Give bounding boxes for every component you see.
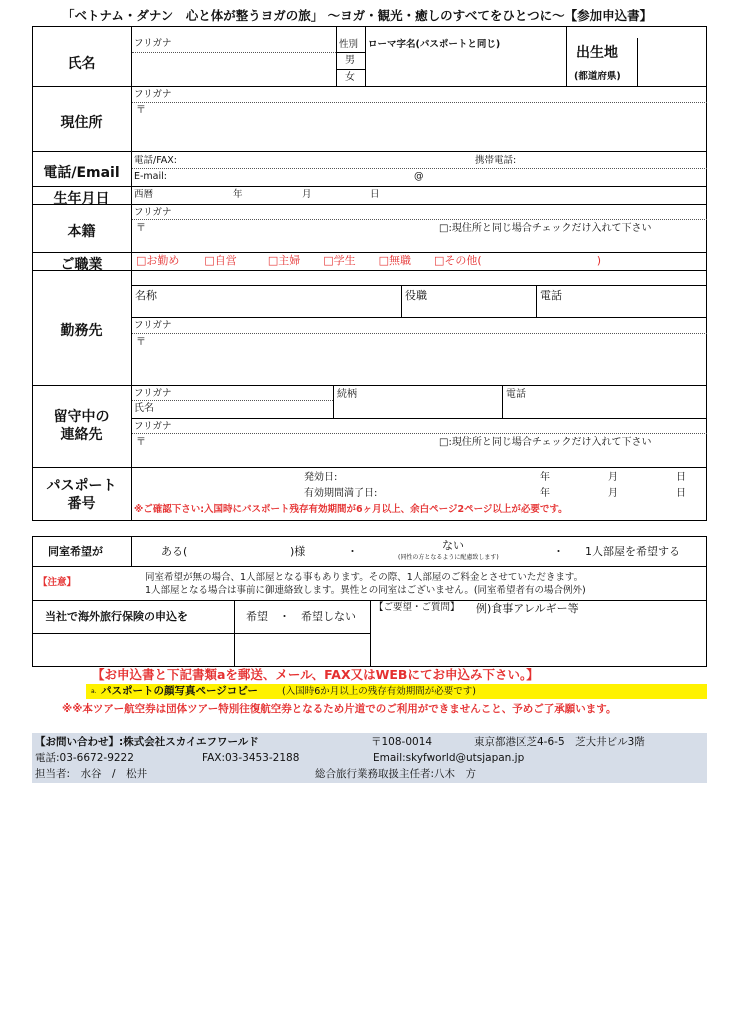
relationship-input[interactable] <box>336 402 500 416</box>
passport-copy-note: (入国時6か月以上の残存有効期間が必要です) <box>282 686 476 697</box>
roman-name-input[interactable] <box>368 54 563 84</box>
gender-label: 性別 <box>339 39 359 50</box>
occupation-homemaker-option[interactable]: □主婦 <box>267 254 301 267</box>
issue-date-label: 発効日: <box>304 472 338 483</box>
postal-code: 〒108-0014 <box>371 736 433 748</box>
honseki-same-checkbox[interactable]: □:現住所と同じ場合チェックだけ入れて下さい <box>439 223 652 234</box>
occupation-unemployed-option[interactable]: □無職 <box>378 254 412 267</box>
occupation-employed-option[interactable]: □お勤め <box>136 254 180 267</box>
gender-male-option[interactable]: 男 <box>345 55 355 66</box>
birth-day-unit: 日 <box>370 189 380 200</box>
request-example: 例)食事アレルギー等 <box>476 602 579 615</box>
issue-year-unit: 年 <box>540 472 550 483</box>
honseki-furigana-label: フリガナ <box>134 207 172 218</box>
mobile-label: 携帯電話: <box>475 155 517 166</box>
attention-line-1: 同室希望が無の場合、1人部屋となる事もあります。その際、1人部屋のご料金とさせていただきます。 <box>145 572 584 583</box>
birthplace-sub-label: (都道府県) <box>574 71 621 82</box>
form-title: 「ベトナム・ダナン 心と体が整うヨガの旅」 ～ヨガ・観光・癒しのすべてをひとつに～【参加申込書】 <box>62 8 653 23</box>
work-tel-input[interactable] <box>539 302 704 315</box>
work-postal-mark: 〒 <box>136 337 146 348</box>
email-label: E-mail: <box>134 171 167 182</box>
address-label: 現住所 <box>60 115 103 131</box>
emergency-name-label: 氏名 <box>134 403 154 414</box>
address-postal-mark: 〒 <box>136 105 146 116</box>
passport-label: パスポート 番号 <box>46 478 117 513</box>
emergency-name-input[interactable] <box>160 402 330 416</box>
expiry-date-label: 有効期間満了日: <box>304 488 378 499</box>
email-at-sign: @ <box>414 171 424 182</box>
honseki-label: 本籍 <box>67 224 96 240</box>
emergency-furigana-label: フリガナ <box>134 388 172 399</box>
submission-headline: 【お申込書と下記書類aを郵送、メール、FAX又はWEBにてお申込み下さい。】 <box>92 667 539 682</box>
birthplace-input[interactable] <box>639 40 705 84</box>
roommate-yes-option[interactable]: ある( <box>161 545 188 558</box>
insurance-choice[interactable]: 希望 ・ 希望しない <box>246 610 356 623</box>
work-tel-label: 電話 <box>540 289 562 302</box>
staff-in-charge: 担当者: 水谷 / 松井 <box>35 768 148 780</box>
company-name-label: 名称 <box>135 289 157 302</box>
roommate-sama: )様 <box>290 545 306 558</box>
company-tel: 電話:03-6672-9222 <box>35 752 134 764</box>
roommate-label: 同室希望が <box>48 545 103 558</box>
emergency-tel-label: 電話 <box>506 389 526 400</box>
address-furigana-label: フリガナ <box>134 89 172 100</box>
emergency-contact-label: 留守中の 連絡先 <box>53 409 110 443</box>
attention-line-2: 1人部屋となる場合は事前に御連絡致します。異性との同室はございません。(同室希望者有の場合例外) <box>145 585 586 596</box>
insurance-label: 当社で海外旅行保険の申込を <box>45 610 188 623</box>
workplace-label: 勤務先 <box>60 323 103 339</box>
name-label: 氏名 <box>67 56 96 72</box>
insurance-choice-area[interactable] <box>237 636 367 664</box>
roommate-no-option[interactable]: ない <box>442 539 464 552</box>
expiry-year-unit: 年 <box>540 488 550 499</box>
address-input[interactable] <box>150 104 700 148</box>
roommate-separator-2: ・ <box>553 545 564 558</box>
birthdate-input[interactable] <box>160 188 400 202</box>
occupation-selfemployed-option[interactable]: □自営 <box>204 254 237 267</box>
email-input[interactable] <box>180 170 700 184</box>
occupation-other-option[interactable]: □その他( <box>434 254 482 267</box>
expiry-day-unit: 日 <box>676 488 686 499</box>
tel-fax-input[interactable] <box>200 154 470 167</box>
roommate-name-input[interactable] <box>198 542 286 558</box>
birthdate-label: 生年月日 <box>53 191 110 207</box>
occupation-label: ご職業 <box>60 257 103 273</box>
emergency-tel-input[interactable] <box>505 402 703 416</box>
position-input[interactable] <box>404 302 534 315</box>
honseki-postal-mark: 〒 <box>136 223 146 234</box>
roommate-separator-1: ・ <box>347 545 358 558</box>
name-furigana-label: フリガナ <box>134 38 172 49</box>
position-label: 役職 <box>405 289 427 302</box>
document-item-marker: a. <box>91 688 97 695</box>
birth-year-unit: 年 <box>233 189 243 200</box>
occupation-options <box>136 255 601 266</box>
expiry-month-unit: 月 <box>608 488 618 499</box>
work-furigana-label: フリガナ <box>134 320 172 331</box>
request-label: 【ご要望・ご質問】 <box>374 602 460 613</box>
company-email[interactable]: Email:skyfworld@utsjapan.jp <box>373 752 525 764</box>
insurance-remarks-area[interactable] <box>35 636 231 664</box>
name-input[interactable] <box>134 54 334 84</box>
emergency-postal-mark: 〒 <box>136 437 146 448</box>
phone-email-label: 電話/Email <box>43 165 120 181</box>
roommate-no-note: (同性の方となるように配慮致します) <box>398 554 499 561</box>
airfare-warning: ※※本ツアー航空券は団体ツアー特別往復航空券となるため片道でのご利用ができませんこと、予めご了承願います。 <box>62 703 617 715</box>
issue-day-unit: 日 <box>676 472 686 483</box>
travel-manager: 総合旅行業務取扱主任者:八木 方 <box>315 768 477 780</box>
passport-number-input[interactable] <box>134 470 294 500</box>
occupation-student-option[interactable]: □学生 <box>323 254 356 267</box>
birthdate-era: 西暦 <box>134 189 154 200</box>
request-input[interactable] <box>374 618 704 664</box>
occupation-other-close: ) <box>596 254 602 267</box>
emergency-address-input[interactable] <box>150 436 430 464</box>
roman-name-label: ローマ字名(パスポートと同じ) <box>368 39 501 50</box>
emergency-address-furigana-label: フリガナ <box>134 421 172 432</box>
work-address-input[interactable] <box>150 336 700 382</box>
emergency-same-checkbox[interactable]: □:現住所と同じ場合チェックだけ入れて下さい <box>439 437 652 448</box>
passport-copy-item: パスポートの顔写真ページコピー <box>101 685 258 697</box>
company-fax: FAX:03-3453-2188 <box>202 752 300 764</box>
attention-label: 【注意】 <box>38 577 77 588</box>
birth-month-unit: 月 <box>302 189 312 200</box>
gender-female-option[interactable]: 女 <box>345 72 355 83</box>
relationship-label: 続柄 <box>337 389 357 400</box>
birthplace-label: 出生地 <box>576 45 618 61</box>
company-name-input[interactable] <box>134 302 398 315</box>
passport-notice: ※ご確認下さい:入国時にパスポート残存有効期間が6ヶ月以上、余白ページ2ページ以上が必要です。 <box>134 504 568 515</box>
tel-fax-label: 電話/FAX: <box>134 155 178 166</box>
honseki-input[interactable] <box>150 222 430 250</box>
issue-month-unit: 月 <box>608 472 618 483</box>
inquiry-company: 【お問い合わせ】:株式会社スカイエフワールド <box>35 736 259 748</box>
mobile-input[interactable] <box>535 154 700 167</box>
company-address: 東京都港区芝4-6-5 芝大井ビル3階 <box>474 736 645 748</box>
single-room-option[interactable]: 1人部屋を希望する <box>585 545 680 558</box>
